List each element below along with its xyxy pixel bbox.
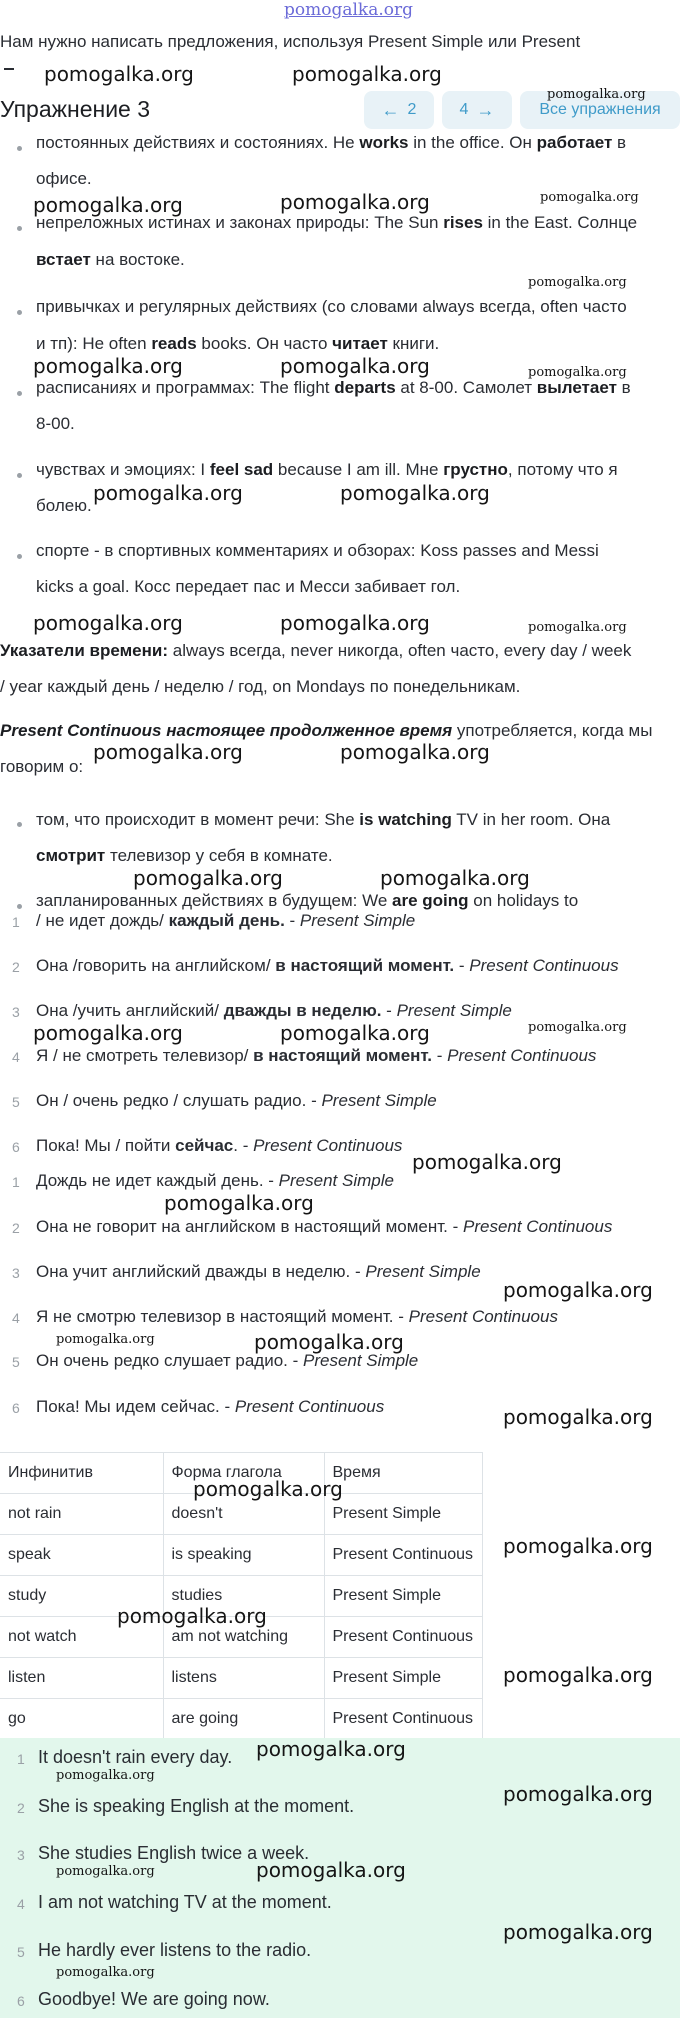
text-run: расписаниях и программах: The flight	[36, 378, 335, 397]
bullet-dot	[17, 904, 22, 909]
text-run: / не идет дождь/	[36, 911, 169, 930]
watermark-text: pomogalka.org	[164, 1191, 314, 1215]
table-cell: Present Simple	[324, 1658, 482, 1699]
watermark-text: pomogalka.org	[133, 866, 283, 890]
bullet-dot	[17, 310, 22, 315]
translation-item	[36, 1351, 418, 1371]
text-run: запланированных действиях в будущем: We	[36, 891, 393, 910]
text-run: привычках и регулярных действиях (со словами always всегда, often часто	[36, 297, 627, 316]
italic-run: Present Continuous	[447, 1046, 597, 1065]
text-run: -	[432, 1046, 448, 1065]
bold-run: работает	[536, 133, 613, 152]
prompt-item	[36, 1046, 596, 1066]
watermark-text: pomogalka.org	[340, 481, 490, 505]
prompt-number: 4	[12, 1049, 20, 1065]
usage-line	[36, 496, 92, 516]
time-markers-label: Указатели времени:	[0, 641, 169, 660]
watermark-text: pomogalka.org	[412, 1150, 562, 1174]
bullet-dot	[17, 822, 22, 827]
watermark-small-text: pomogalka.org	[56, 1332, 155, 1347]
watermark-text: pomogalka.org	[117, 1604, 267, 1628]
italic-run: Present Simple	[396, 1001, 512, 1020]
answer-number: 1	[17, 1751, 25, 1767]
time-markers-text: always всегда, never никогда, often часто, every day / week	[168, 641, 632, 660]
bold-run: feel sad	[209, 460, 274, 479]
prompt-item	[36, 1001, 512, 1021]
watermark-text: pomogalka.org	[44, 62, 194, 86]
top-watermark-link[interactable]: pomogalka.org	[284, 0, 414, 20]
usage-line	[36, 541, 599, 561]
prompt-number: 6	[12, 1139, 20, 1155]
watermark-text: pomogalka.org	[280, 1021, 430, 1045]
bold-run: в настоящий момент.	[275, 956, 455, 975]
watermark-text: pomogalka.org	[503, 1663, 653, 1687]
text-run: Он / очень редко / слушать радио. -	[36, 1091, 322, 1110]
bold-run: каждый день.	[168, 911, 285, 930]
arrow-left-icon: ←	[381, 99, 400, 120]
usage-line	[36, 133, 626, 153]
prompt-item	[36, 911, 415, 931]
bold-run: reads	[151, 334, 197, 353]
usage-line	[36, 169, 92, 189]
prompt-number: 3	[12, 1004, 20, 1020]
table-cell: not rain	[0, 1494, 163, 1535]
text-run: -	[454, 956, 470, 975]
continuous-intro-rest: употребляется, когда мы	[452, 721, 653, 740]
continuous-line	[36, 846, 333, 866]
usage-line	[36, 460, 618, 480]
translation-number: 3	[12, 1265, 20, 1281]
watermark-text: pomogalka.org	[503, 1278, 653, 1302]
usage-line	[36, 297, 627, 317]
answer-item: She studies English twice a week.	[38, 1843, 310, 1863]
table-cell: study	[0, 1576, 163, 1617]
text-run: 8-00.	[36, 414, 75, 433]
bold-run: is watching	[359, 810, 452, 829]
answer-item: She is speaking English at the moment.	[38, 1796, 355, 1816]
text-run: -	[381, 1001, 397, 1020]
intro-text: Нам нужно написать предложения, используя Present Simple или Present	[0, 32, 581, 51]
watermark-text: pomogalka.org	[93, 481, 243, 505]
text-run: Она не говорит на английском в настоящий момент. -	[36, 1217, 463, 1236]
exercise-title: Упражнение 3	[0, 96, 151, 122]
text-run: . -	[233, 1136, 254, 1155]
italic-run: Present Simple	[365, 1262, 481, 1281]
answer-number: 4	[17, 1896, 25, 1912]
bold-run: are going	[392, 891, 469, 910]
bold-run: в настоящий момент.	[253, 1046, 432, 1065]
usage-line	[36, 334, 439, 354]
table-row	[0, 1535, 482, 1576]
watermark-text: pomogalka.org	[33, 354, 183, 378]
table-row	[0, 1699, 482, 1740]
translation-number: 1	[12, 1174, 20, 1190]
continuous-intro-line-2: говорим о:	[0, 757, 84, 776]
all-exercises-label: Все упражнения	[539, 101, 661, 118]
answer-number: 5	[17, 1944, 25, 1960]
bold-run: вылетает	[536, 378, 617, 397]
table-cell: are going	[163, 1699, 324, 1740]
watermark-small-text: pomogalka.org	[56, 1965, 155, 1980]
table-cell: am not watching	[163, 1617, 324, 1658]
watermark-text: pomogalka.org	[503, 1782, 653, 1806]
bold-run: departs	[334, 378, 396, 397]
text-run: at 8-00. Самолет	[395, 378, 537, 397]
text-run: и тп): He often	[36, 334, 152, 353]
bold-run: works	[359, 133, 409, 152]
italic-run: Present Simple	[278, 1171, 394, 1190]
text-run: because I am ill. Мне	[273, 460, 444, 479]
table-cell: is speaking	[163, 1535, 324, 1576]
bold-run: rises	[443, 213, 483, 232]
translation-item	[36, 1217, 612, 1237]
translation-number: 2	[12, 1220, 20, 1236]
text-run: TV in her room. Она	[451, 810, 611, 829]
prompt-item	[36, 956, 619, 976]
text-run: kicks a goal. Косс передает пас и Месси забивает гол.	[36, 577, 461, 596]
watermark-small-text: pomogalka.org	[56, 1768, 155, 1783]
watermark-text: pomogalka.org	[33, 611, 183, 635]
table-cell: not watch	[0, 1617, 163, 1658]
text-run: on holidays to	[468, 891, 579, 910]
text-run: телевизор у себя в комнате.	[105, 846, 333, 865]
text-run: Она /учить английский/	[36, 1001, 224, 1020]
bullet-dot	[17, 554, 22, 559]
watermark-text: pomogalka.org	[93, 740, 243, 764]
continuous-intro-line-1	[0, 721, 652, 741]
watermark-text: pomogalka.org	[256, 1858, 406, 1882]
text-run: Он очень редко слушает радио. -	[36, 1351, 303, 1370]
italic-run: Present Simple	[299, 911, 416, 930]
table-cell: Present Continuous	[324, 1535, 482, 1576]
translation-number: 6	[12, 1400, 20, 1416]
text-run: Она /говорить на английском/	[36, 956, 276, 975]
watermark-text: pomogalka.org	[503, 1405, 653, 1429]
text-run: Я не смотрю телевизор в настоящий момент. -	[36, 1307, 409, 1326]
watermark-text: pomogalka.org	[503, 1534, 653, 1558]
text-run: , потому что я	[507, 460, 618, 479]
time-markers-line-2: / year каждый день / неделю / год, on Mondays по понедельникам.	[0, 677, 521, 696]
italic-run: Present Continuous	[253, 1136, 403, 1155]
watermark-text: pomogalka.org	[33, 193, 183, 217]
text-run: на востоке.	[90, 250, 185, 269]
usage-line	[36, 250, 185, 270]
text-run: спорте - в спортивных комментариях и обзорах: Koss passes and Messi	[36, 541, 599, 560]
usage-line	[36, 378, 631, 398]
bold-run: грустно	[443, 460, 508, 479]
watermark-text: pomogalka.org	[33, 1021, 183, 1045]
continuous-line	[36, 891, 578, 911]
text-run: in the East. Солнце	[482, 213, 638, 232]
text-run: Я / не смотреть телевизор/	[36, 1046, 254, 1065]
watermark-small-text: pomogalka.org	[528, 620, 627, 635]
watermark-text: pomogalka.org	[280, 611, 430, 635]
translation-number: 4	[12, 1310, 20, 1326]
text-run: непреложных истинах и законах природы: The Sun	[36, 213, 444, 232]
time-markers-line-1	[0, 641, 631, 661]
prev-exercise-label: 2	[407, 101, 417, 118]
text-run: in the office. Он	[408, 133, 537, 152]
prompt-item	[36, 1136, 402, 1156]
italic-run: Present Continuous	[469, 956, 619, 975]
text-run: -	[284, 911, 300, 930]
table-cell: studies	[163, 1576, 324, 1617]
text-run: офисе.	[36, 169, 92, 188]
arrow-right-icon: →	[476, 99, 495, 120]
text-run: Она учит английский дважды в неделю. -	[36, 1262, 366, 1281]
usage-line	[36, 577, 460, 597]
prompt-number: 5	[12, 1094, 20, 1110]
italic-run: Present Simple	[302, 1351, 419, 1370]
bullet-dot	[17, 391, 22, 396]
text-run: в	[612, 133, 627, 152]
text-run: в	[616, 378, 631, 397]
watermark-text: pomogalka.org	[256, 1737, 406, 1761]
answer-item: It doesn't rain every day.	[38, 1747, 233, 1767]
table-cell: listens	[163, 1658, 324, 1699]
table-cell: Present Simple	[324, 1494, 482, 1535]
italic-run: Present Continuous	[463, 1217, 613, 1236]
watermark-small-text: pomogalka.org	[528, 275, 627, 290]
prev-exercise-button[interactable]	[364, 91, 434, 129]
watermark-small-text: pomogalka.org	[540, 190, 639, 205]
bullet-dot	[17, 226, 22, 231]
watermark-small-text: pomogalka.org	[56, 1864, 155, 1879]
watermark-text: pomogalka.org	[193, 1477, 343, 1501]
bold-run: читает	[332, 334, 388, 353]
watermark-text: pomogalka.org	[280, 354, 430, 378]
next-exercise-button[interactable]	[442, 91, 512, 129]
bullet-dot	[17, 473, 22, 478]
text-run: болею.	[36, 496, 92, 515]
text-run: постоянных действиях и состояниях. He	[36, 133, 360, 152]
translation-item	[36, 1397, 384, 1417]
bullet-dot	[17, 146, 22, 151]
watermark-small-text: pomogalka.org	[547, 87, 646, 102]
answer-number: 3	[17, 1847, 25, 1863]
watermark-text: pomogalka.org	[254, 1330, 404, 1354]
answer-item: He hardly ever listens to the radio.	[38, 1940, 312, 1960]
intro-dash	[4, 68, 14, 70]
watermark-text: pomogalka.org	[503, 1920, 653, 1944]
continuous-line	[36, 810, 610, 830]
translation-item	[36, 1171, 394, 1191]
text-run: Пока! Мы идем сейчас. -	[36, 1397, 235, 1416]
text-run: книги.	[387, 334, 440, 353]
watermark-text: pomogalka.org	[280, 190, 430, 214]
watermark-small-text: pomogalka.org	[528, 365, 627, 380]
usage-line	[36, 414, 75, 434]
bold-run: сейчас	[175, 1136, 234, 1155]
table-row	[0, 1658, 482, 1699]
answer-item: I am not watching TV at the moment.	[38, 1892, 332, 1912]
bold-run: дважды в неделю.	[223, 1001, 382, 1020]
answer-number: 2	[17, 1800, 25, 1816]
italic-run: Present Simple	[321, 1091, 437, 1110]
bold-run: встает	[36, 250, 91, 269]
text-run: Дождь не идет каждый день. -	[36, 1171, 279, 1190]
table-cell: go	[0, 1699, 163, 1740]
next-exercise-label: 4	[459, 101, 469, 118]
answer-item: Goodbye! We are going now.	[38, 1989, 270, 2009]
translation-item	[36, 1307, 558, 1327]
watermark-text: pomogalka.org	[292, 62, 442, 86]
prompt-item	[36, 1091, 437, 1111]
translation-item	[36, 1262, 481, 1282]
watermark-text: pomogalka.org	[380, 866, 530, 890]
table-cell: Present Continuous	[324, 1617, 482, 1658]
watermark-small-text: pomogalka.org	[528, 1020, 627, 1035]
table-cell: Present Simple	[324, 1576, 482, 1617]
table-header-cell: Форма глагола	[163, 1453, 324, 1494]
table-header-cell: Время	[324, 1453, 482, 1494]
watermark-text: pomogalka.org	[340, 740, 490, 764]
bold-run: смотрит	[36, 846, 106, 865]
italic-run: Present Continuous	[234, 1397, 385, 1416]
answer-number: 6	[17, 1993, 25, 2009]
table-header-cell: Инфинитив	[0, 1453, 163, 1494]
text-run: books. Он часто	[196, 334, 333, 353]
text-run: чувствах и эмоциях: I	[36, 460, 210, 479]
text-run: том, что происходит в момент речи: She	[36, 810, 360, 829]
prompt-number: 2	[12, 959, 20, 975]
translation-number: 5	[12, 1354, 20, 1370]
prompt-number: 1	[12, 914, 20, 930]
table-cell: doesn't	[163, 1494, 324, 1535]
table-cell: listen	[0, 1658, 163, 1699]
continuous-title: Present Continuous настоящее продолженное время	[0, 721, 453, 740]
text-run: Пока! Мы / пойти	[36, 1136, 176, 1155]
table-cell: speak	[0, 1535, 163, 1576]
italic-run: Present Continuous	[408, 1307, 558, 1326]
table-cell: Present Continuous	[324, 1699, 482, 1740]
